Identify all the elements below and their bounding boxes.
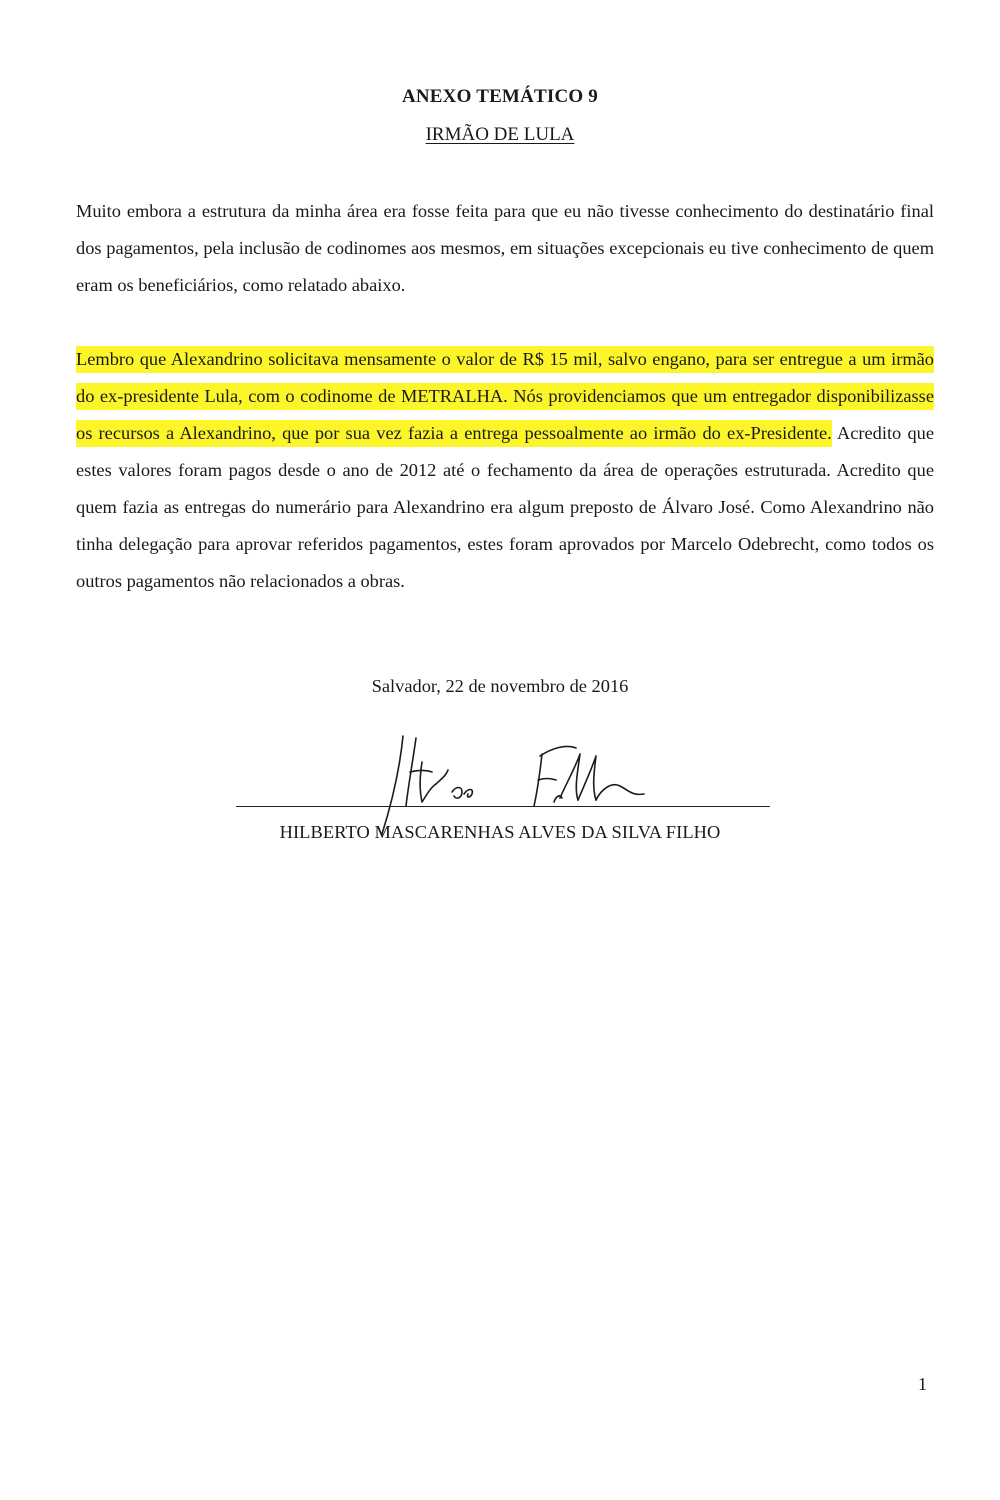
- signature-line: [236, 806, 770, 807]
- city-date: Salvador, 22 de novembro de 2016: [371, 676, 629, 696]
- signer-name: HILBERTO MASCARENHAS ALVES DA SILVA FILHO: [279, 822, 721, 842]
- handwritten-signature: [370, 726, 670, 836]
- highlighted-passage: Lembro que Alexandrino solicitava mensamente o valor de R$ 15 mil, salvo engano, para ser entregue a um irmão do ex-presidente Lula, com o codinome de METRALHA. Nós providenciamos que um entregador disponibilizasse os recursos a Alexandrino, que por sua vez fazia a entrega pessoalmente ao irmão do ex-Presidente.: [76, 346, 934, 447]
- paragraph-testimony: [76, 341, 934, 600]
- document-subtitle: [0, 124, 1000, 146]
- document-title: ANEXO TEMÁTICO 9: [401, 86, 599, 107]
- paragraph-intro: Muito embora a estrutura da minha área era fosse feita para que eu não tivesse conhecimento do destinatário final dos pagamentos, pela inclusão de codinomes aos mesmos, em situações excepcionais eu tive conhecimento de quem eram os beneficiários, como relatado abaixo.: [76, 201, 934, 295]
- page-number: 1: [918, 1374, 927, 1394]
- document-subtitle-text: IRMÃO DE LULA: [425, 124, 575, 145]
- paragraph-testimony-continuation: Acredito que estes valores foram pagos desde o ano de 2012 até o fechamento da área de operações estruturada. Acredito que quem fazia as entregas do numerário para Alexandrino era algum preposto de Álvaro José. Como Alexandrino não tinha delegação para aprovar referidos pagamentos, estes foram aprovados por Marcelo Odebrecht, como todos os outros pagamentos não relacionados a obras.: [76, 423, 935, 591]
